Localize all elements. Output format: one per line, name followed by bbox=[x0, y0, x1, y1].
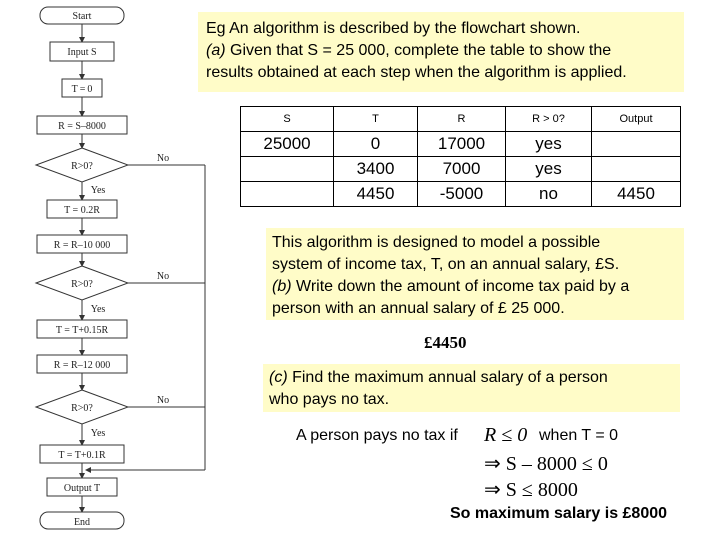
input-label: Input S bbox=[67, 47, 97, 58]
table-row bbox=[241, 157, 681, 182]
cell bbox=[592, 132, 681, 157]
header-r: R bbox=[418, 107, 506, 132]
decision3-label: R>0? bbox=[71, 403, 93, 414]
cell bbox=[241, 182, 334, 207]
part-b-answer: £4450 bbox=[424, 333, 467, 352]
table-row bbox=[241, 182, 681, 207]
decision2-label: R>0? bbox=[71, 279, 93, 290]
part-b-label: (b) bbox=[272, 278, 292, 295]
end-label: End bbox=[73, 517, 91, 528]
part-a-question bbox=[198, 12, 684, 92]
part-a-line2: (a) Given that S = 25 000, complete the table to show the bbox=[206, 42, 612, 59]
output-label: Output T bbox=[63, 483, 101, 494]
part-b-line3: (b) Write down the amount of income tax paid by a bbox=[272, 278, 630, 295]
part-c-label: (c) bbox=[269, 369, 288, 386]
no-label-1: No bbox=[156, 153, 170, 164]
tax1-label: T = 0.2R bbox=[64, 205, 100, 216]
cell: 25000 bbox=[241, 132, 334, 157]
part-b-line1: This algorithm is designed to model a possible bbox=[272, 234, 601, 251]
decision1-label: R>0? bbox=[71, 161, 93, 172]
header-output: Output bbox=[592, 107, 681, 132]
cell bbox=[592, 157, 681, 182]
cell: 3400 bbox=[334, 157, 418, 182]
header-r-positive: R > 0? bbox=[506, 107, 592, 132]
table-header-row bbox=[241, 107, 681, 132]
cell: 4450 bbox=[334, 182, 418, 207]
cell: no bbox=[506, 182, 592, 207]
cell: 7000 bbox=[418, 157, 506, 182]
step-r3-label: R = R–12 000 bbox=[53, 360, 111, 371]
part-c-line1: (c) Find the maximum annual salary of a person bbox=[269, 369, 608, 386]
part-b-question bbox=[266, 228, 684, 320]
no-label-2: No bbox=[156, 271, 170, 282]
yes-label-3: Yes bbox=[90, 428, 106, 439]
header-s: S bbox=[241, 107, 334, 132]
table-row bbox=[241, 132, 681, 157]
part-b-line4: person with an annual salary of £ 25 000. bbox=[272, 300, 565, 317]
cell: yes bbox=[506, 132, 592, 157]
part-a-line1: Eg An algorithm is described by the flowchart shown. bbox=[206, 20, 581, 37]
cell: -5000 bbox=[418, 182, 506, 207]
no-label-3: No bbox=[156, 395, 170, 406]
cell: 0 bbox=[334, 132, 418, 157]
tax2-label: T = T+0.15R bbox=[55, 325, 109, 336]
no-tax-condition-text: A person pays no tax if bbox=[296, 427, 458, 444]
yes-label-1: Yes bbox=[90, 185, 106, 196]
working-step-1: ⇒ S – 8000 ≤ 0 bbox=[484, 453, 608, 475]
init-label: T = 0 bbox=[71, 84, 93, 95]
working-step-2: ⇒ S ≤ 8000 bbox=[484, 479, 578, 501]
no-tax-condition-math: R ≤ 0 bbox=[484, 424, 528, 446]
no-tax-condition-when: when T = 0 bbox=[539, 427, 619, 444]
step-r2-label: R = R–10 000 bbox=[53, 240, 111, 251]
part-c-question bbox=[263, 364, 680, 412]
yes-label-2: Yes bbox=[90, 304, 106, 315]
cell: yes bbox=[506, 157, 592, 182]
tax3-label: T = T+0.1R bbox=[58, 450, 106, 461]
header-t: T bbox=[334, 107, 418, 132]
start-label: Start bbox=[72, 11, 92, 22]
part-c-line2: who pays no tax. bbox=[269, 391, 390, 408]
cell: 4450 bbox=[592, 182, 681, 207]
part-c-conclusion: So maximum salary is £8000 bbox=[450, 505, 668, 522]
part-a-label: (a) bbox=[206, 42, 226, 59]
part-a-line3: results obtained at each step when the algorithm is applied. bbox=[206, 64, 627, 81]
cell bbox=[241, 157, 334, 182]
cell: 17000 bbox=[418, 132, 506, 157]
part-b-line2: system of income tax, T, on an annual salary, £S. bbox=[272, 256, 620, 273]
step-r-label: R = S–8000 bbox=[58, 121, 106, 132]
flowchart bbox=[0, 0, 220, 540]
results-table bbox=[240, 106, 681, 207]
